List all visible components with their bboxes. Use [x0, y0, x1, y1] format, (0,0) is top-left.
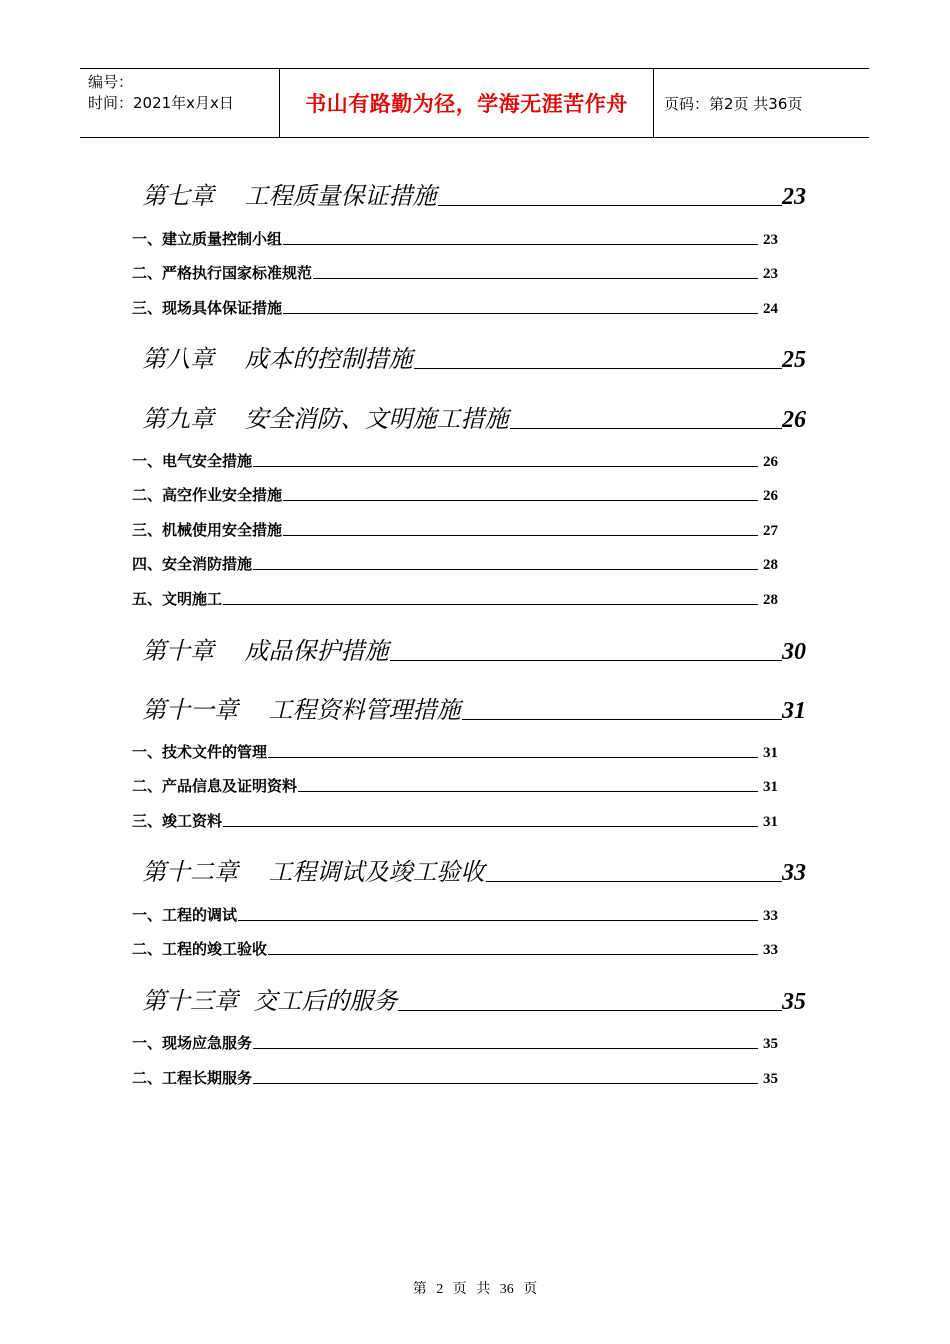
toc-section-entry[interactable] — [132, 553, 778, 574]
toc-entry-label: 一、电气安全措施 — [132, 452, 253, 470]
toc-section-entry[interactable] — [132, 1067, 778, 1088]
toc-entry-label: 一、工程的调试 — [132, 906, 238, 924]
header-meta — [80, 69, 280, 137]
toc-entry-page-number: 33 — [782, 860, 806, 886]
toc-chapter-entry[interactable] — [142, 339, 806, 374]
footer-prefix: 第 — [412, 1282, 427, 1297]
toc-chapter-entry[interactable] — [142, 399, 806, 434]
toc-section-entry[interactable] — [132, 938, 778, 959]
toc-leader-line — [283, 535, 758, 536]
toc-section-entry[interactable] — [132, 1032, 778, 1053]
toc-entry-label: 三、现场具体保证措施 — [132, 299, 283, 317]
toc-entry-page-number: 26 — [782, 407, 806, 433]
toc-leader-line — [462, 719, 782, 720]
document-number-label: 编号： — [88, 73, 134, 91]
toc-entry-label: 三、竣工资料 — [132, 812, 223, 830]
toc-entry-page-number: 31 — [763, 745, 778, 761]
toc-entry-label: 二、产品信息及证明资料 — [132, 777, 298, 795]
page-header — [80, 68, 869, 138]
toc-entry-label: 第十二章 工程调试及竣工验收 — [142, 858, 485, 886]
toc-leader-line — [298, 791, 758, 792]
footer-total-label: 共 — [476, 1282, 491, 1297]
footer-mid: 页 — [452, 1282, 467, 1297]
toc-leader-line — [283, 244, 758, 245]
toc-entry-page-number: 26 — [763, 488, 778, 504]
toc-entry-page-number: 23 — [782, 184, 806, 210]
footer-total-pages: 36 — [499, 1282, 514, 1297]
header-page-info: 页码：第2页 共36页 — [664, 94, 803, 113]
toc-leader-line — [268, 757, 758, 758]
toc-leader-line — [253, 466, 758, 467]
toc-leader-line — [510, 428, 782, 429]
toc-section-entry[interactable] — [132, 810, 778, 831]
toc-entry-page-number: 33 — [763, 908, 778, 924]
toc-section-entry[interactable] — [132, 519, 778, 540]
toc-chapter-entry[interactable] — [142, 631, 806, 666]
toc-entry-label: 二、工程长期服务 — [132, 1069, 253, 1087]
toc-entry-label: 第七章 工程质量保证措施 — [142, 182, 437, 210]
toc-entry-page-number: 35 — [782, 989, 806, 1015]
toc-entry-page-number: 23 — [763, 266, 778, 282]
toc-leader-line — [238, 920, 758, 921]
toc-section-entry[interactable] — [132, 297, 778, 318]
toc-chapter-entry[interactable] — [142, 176, 806, 211]
toc-leader-line — [283, 500, 758, 501]
toc-leader-line — [283, 313, 758, 314]
toc-section-entry[interactable] — [132, 741, 778, 762]
toc-entry-page-number: 30 — [782, 639, 806, 665]
toc-entry-label: 一、技术文件的管理 — [132, 743, 268, 761]
toc-entry-label: 二、高空作业安全措施 — [132, 486, 283, 504]
toc-entry-label: 第八章 成本的控制措施 — [142, 345, 413, 373]
toc-entry-label: 二、工程的竣工验收 — [132, 940, 268, 958]
page-footer — [0, 1278, 950, 1298]
toc-leader-line — [438, 205, 782, 206]
toc-entry-page-number: 27 — [763, 523, 778, 539]
toc-entry-page-number: 33 — [763, 942, 778, 958]
toc-leader-line — [223, 604, 758, 605]
toc-entry-page-number: 28 — [763, 592, 778, 608]
toc-entry-page-number: 28 — [763, 557, 778, 573]
toc-leader-line — [253, 569, 758, 570]
toc-section-entry[interactable] — [132, 450, 778, 471]
toc-leader-line — [398, 1010, 782, 1011]
toc-leader-line — [390, 660, 782, 661]
toc-entry-page-number: 24 — [763, 301, 778, 317]
toc-entry-page-number: 35 — [763, 1071, 778, 1087]
toc-entry-page-number: 26 — [763, 454, 778, 470]
toc-entry-label: 二、严格执行国家标准规范 — [132, 264, 313, 282]
toc-section-entry[interactable] — [132, 588, 778, 609]
toc-chapter-entry[interactable] — [142, 690, 806, 725]
toc-leader-line — [253, 1048, 758, 1049]
toc-leader-line — [414, 368, 782, 369]
toc-leader-line — [223, 826, 758, 827]
toc-entry-page-number: 31 — [782, 698, 806, 724]
toc-entry-label: 五、文明施工 — [132, 590, 223, 608]
header-motto: 书山有路勤为径，学海无涯苦作舟 — [280, 69, 654, 137]
toc-entry-label: 一、建立质量控制小组 — [132, 230, 283, 248]
toc-section-entry[interactable] — [132, 262, 778, 283]
footer-current-page: 2 — [436, 1282, 444, 1297]
toc-entry-page-number: 31 — [763, 779, 778, 795]
toc-leader-line — [253, 1083, 758, 1084]
toc-chapter-entry[interactable] — [142, 981, 806, 1016]
toc-entry-label: 第十一章 工程资料管理措施 — [142, 696, 461, 724]
toc-entry-label: 第十三章 交工后的服务 — [142, 987, 398, 1015]
toc-entry-label: 一、现场应急服务 — [132, 1034, 253, 1052]
toc-leader-line — [268, 954, 758, 955]
toc-section-entry[interactable] — [132, 904, 778, 925]
toc-section-entry[interactable] — [132, 484, 778, 505]
toc-entry-page-number: 35 — [763, 1036, 778, 1052]
toc-section-entry[interactable] — [132, 775, 778, 796]
toc-chapter-entry[interactable] — [142, 852, 806, 887]
toc-entry-label: 第十章 成品保护措施 — [142, 637, 389, 665]
toc-entry-page-number: 23 — [763, 232, 778, 248]
toc-leader-line — [486, 881, 782, 882]
document-time-label: 时间：2021年x月x日 — [88, 94, 234, 112]
footer-suffix: 页 — [523, 1282, 538, 1297]
toc-section-entry[interactable] — [132, 228, 778, 249]
toc-entry-label: 第九章 安全消防、文明施工措施 — [142, 405, 509, 433]
toc-entry-page-number: 25 — [782, 347, 806, 373]
toc-leader-line — [313, 278, 758, 279]
toc-entry-label: 三、机械使用安全措施 — [132, 521, 283, 539]
toc-entry-page-number: 31 — [763, 814, 778, 830]
toc-entry-label: 四、安全消防措施 — [132, 555, 253, 573]
